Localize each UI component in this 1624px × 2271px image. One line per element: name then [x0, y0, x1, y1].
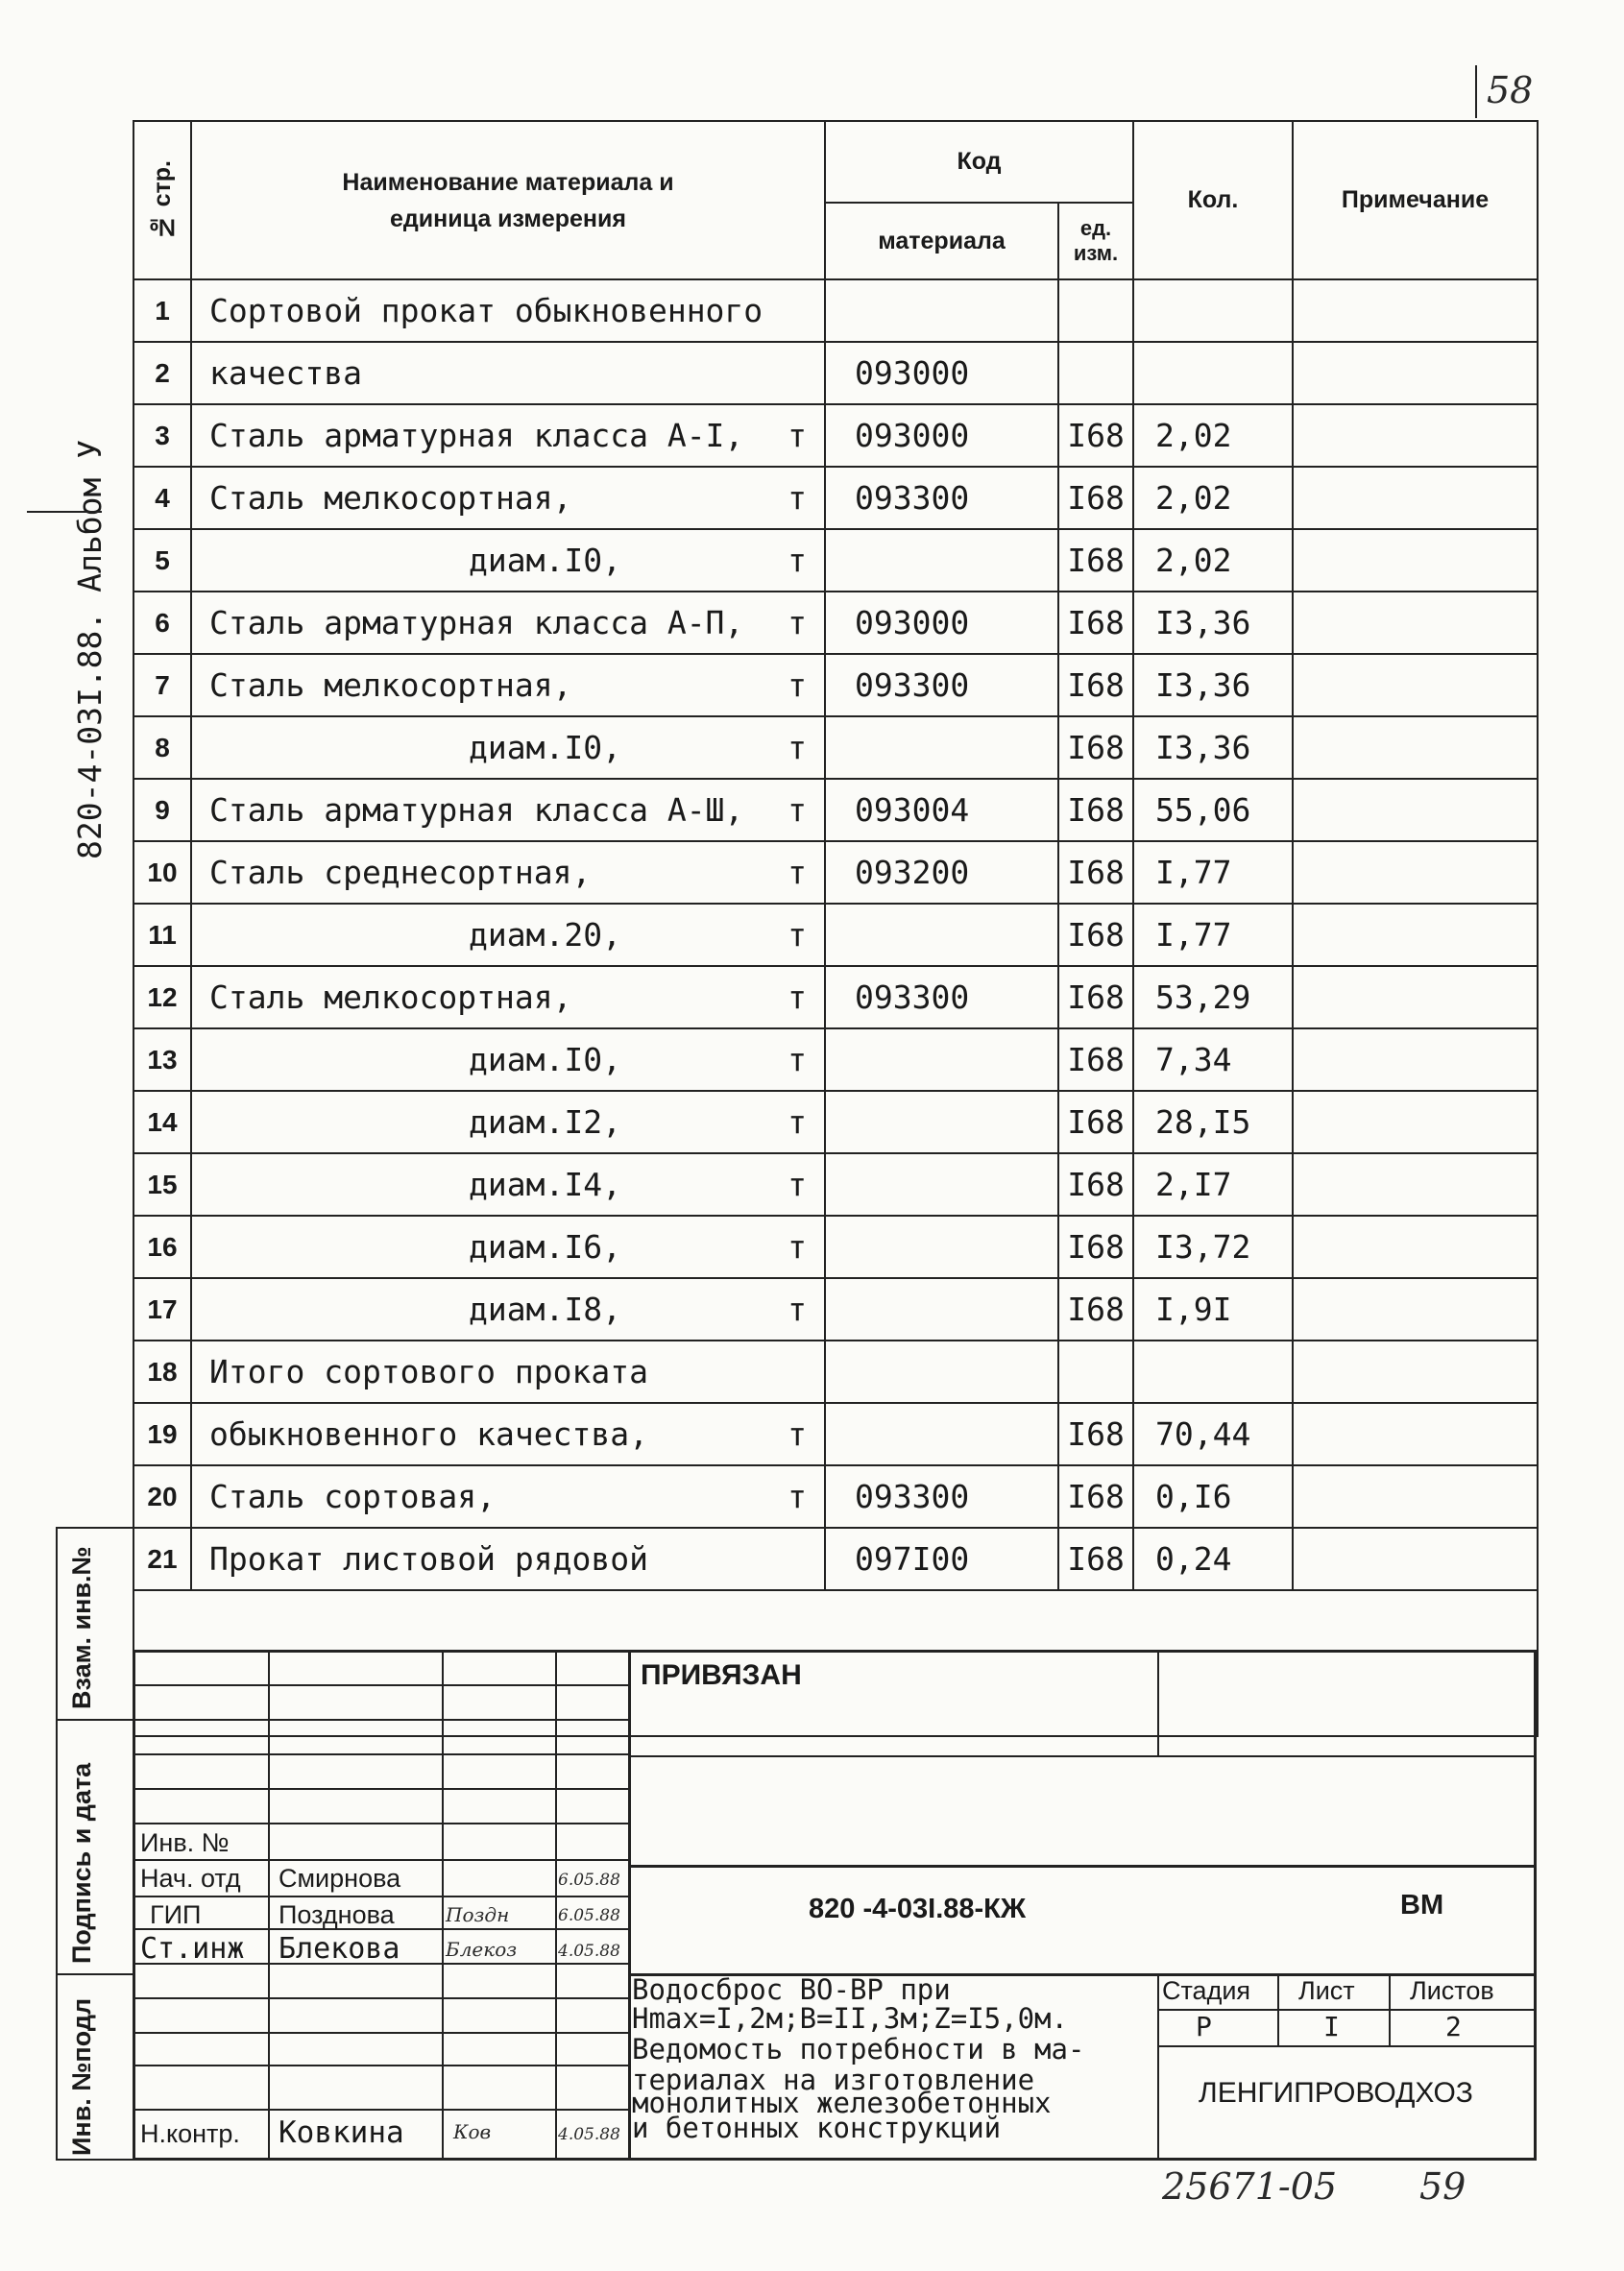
table-row [133, 1403, 1538, 1465]
side-h1 [56, 1719, 134, 1721]
header-qty: Кол. [1133, 121, 1293, 279]
row-qty: 0,24 [1133, 1528, 1293, 1590]
tb-h [133, 1684, 628, 1686]
sheet-value: I [1323, 2011, 1340, 2042]
row-code [825, 1403, 1058, 1465]
row-note [1293, 529, 1538, 592]
row-name-text: диам.I4, [469, 1166, 621, 1203]
row-unit-symbol: т [788, 978, 807, 1016]
row-unit-symbol: т [788, 666, 807, 704]
row-unit: I68 [1058, 467, 1133, 529]
row-qty: 70,44 [1133, 1403, 1293, 1465]
row-code [825, 904, 1058, 966]
row-note [1293, 342, 1538, 404]
row-unit-symbol: т [788, 1478, 807, 1515]
row-code: 093004 [825, 779, 1058, 841]
table-row [133, 592, 1538, 654]
row-number: 4 [133, 467, 191, 529]
row-name-text: диам.I8, [469, 1291, 621, 1328]
row-name [191, 467, 825, 529]
row-name-text: качества [209, 354, 362, 392]
row-number: 20 [133, 1465, 191, 1528]
row-qty: 7,34 [1133, 1028, 1293, 1091]
row-code: 093300 [825, 966, 1058, 1028]
row-unit-symbol: т [788, 729, 807, 766]
row-name-text: диам.I2, [469, 1103, 621, 1141]
table-row [133, 1465, 1538, 1528]
table-row [133, 654, 1538, 716]
table-row [133, 1153, 1538, 1216]
row-name [191, 529, 825, 592]
tb-right-h1 [628, 1755, 1537, 1757]
row-unit: I68 [1058, 1216, 1133, 1278]
row-name-text: Прокат листовой рядовой [209, 1540, 648, 1578]
tb-v2 [442, 1650, 444, 2161]
row-qty: I3,36 [1133, 716, 1293, 779]
row-unit-symbol: т [788, 1415, 807, 1453]
row-qty: I3,36 [1133, 592, 1293, 654]
row-unit-symbol: т [788, 791, 807, 829]
row-name [191, 1341, 825, 1403]
row-code [825, 1153, 1058, 1216]
row-unit: I68 [1058, 1028, 1133, 1091]
row-unit: I68 [1058, 592, 1133, 654]
row-unit: I68 [1058, 1278, 1133, 1341]
stage-v1 [1157, 1973, 1159, 2161]
row-note [1293, 592, 1538, 654]
tb-v3 [555, 1650, 557, 2161]
row-unit-symbol: т [788, 417, 807, 454]
row-code: 093300 [825, 654, 1058, 716]
description-line: Ведомость потребности в ма- [632, 2033, 1085, 2066]
row-name-text: диам.I6, [469, 1228, 621, 1266]
row-note [1293, 1465, 1538, 1528]
signer-name: Позднова [279, 1900, 395, 1929]
row-note [1293, 1153, 1538, 1216]
row-unit: I68 [1058, 1465, 1133, 1528]
row-code [825, 1278, 1058, 1341]
row-qty: I,77 [1133, 904, 1293, 966]
tb-right-h2 [628, 1865, 1537, 1868]
side-h2 [56, 1973, 134, 1975]
row-number: 11 [133, 904, 191, 966]
row-number: 6 [133, 592, 191, 654]
row-unit: I68 [1058, 779, 1133, 841]
side-vzam: Взам. инв.№ [67, 1546, 96, 1709]
description-line: териалах на изготовление [632, 2064, 1035, 2096]
row-unit: I68 [1058, 529, 1133, 592]
stage-h2 [1157, 2045, 1537, 2047]
inv-no-label: Инв. № [140, 1828, 230, 1857]
row-qty [1133, 1341, 1293, 1403]
row-name [191, 592, 825, 654]
table-row [133, 529, 1538, 592]
header-name: Наименование материала и единица измерения [191, 121, 825, 279]
footer-number: 25671-05 [1162, 2165, 1338, 2208]
description-line: Hmax=I,2м;В=II,3м;Z=I5,0м. [632, 2002, 1068, 2035]
row-note [1293, 467, 1538, 529]
row-number: 10 [133, 841, 191, 904]
row-qty: I,9I [1133, 1278, 1293, 1341]
row-name [191, 1403, 825, 1465]
row-qty: 2,02 [1133, 467, 1293, 529]
row-unit: I68 [1058, 1403, 1133, 1465]
row-unit: I68 [1058, 1091, 1133, 1153]
table-row [133, 404, 1538, 467]
row-name-text: диам.I0, [469, 542, 621, 579]
tb-h [133, 1859, 628, 1861]
row-code: 093300 [825, 467, 1058, 529]
row-code: 093000 [825, 592, 1058, 654]
signer-sign: Блекоз [446, 1938, 518, 1961]
table-row [133, 1028, 1538, 1091]
side-podpis: Подпись и дата [67, 1762, 96, 1964]
row-unit: I68 [1058, 841, 1133, 904]
row-note [1293, 279, 1538, 342]
row-unit: I68 [1058, 716, 1133, 779]
row-number: 3 [133, 404, 191, 467]
footer-page: 59 [1419, 2165, 1466, 2208]
side-album-label: 820-4-03I.88. Альбом У [71, 439, 109, 859]
row-note [1293, 1528, 1538, 1590]
row-name-text: Сталь арматурная класса А-Ш, [209, 791, 744, 829]
header-code-material: материала [825, 203, 1058, 279]
row-unit-symbol: т [788, 1291, 807, 1328]
row-number: 16 [133, 1216, 191, 1278]
row-unit-symbol: т [788, 916, 807, 954]
row-code: 093000 [825, 342, 1058, 404]
row-note [1293, 1278, 1538, 1341]
signer-name: Смирнова [279, 1864, 401, 1893]
row-code: 093000 [825, 404, 1058, 467]
signer-name: Ковкина [279, 2115, 404, 2150]
row-unit [1058, 342, 1133, 404]
stage-value: Р [1196, 2011, 1212, 2042]
tb-h [133, 2032, 628, 2034]
row-number: 21 [133, 1528, 191, 1590]
row-name [191, 1028, 825, 1091]
row-number: 1 [133, 279, 191, 342]
table-row [133, 467, 1538, 529]
row-unit-symbol: т [788, 854, 807, 891]
tb-v4 [628, 1650, 631, 2161]
row-qty: 53,29 [1133, 966, 1293, 1028]
row-unit-symbol: т [788, 604, 807, 641]
row-qty: 0,I6 [1133, 1465, 1293, 1528]
tb-h [133, 1896, 628, 1897]
privyazan-divider [1157, 1650, 1159, 1755]
row-name-text: Сталь мелкосортная, [209, 978, 572, 1016]
row-name [191, 1528, 825, 1590]
row-unit-symbol: т [788, 1103, 807, 1141]
row-unit: I68 [1058, 904, 1133, 966]
row-name [191, 904, 825, 966]
header-code-unit: ед. изм. [1058, 203, 1133, 279]
row-number: 9 [133, 779, 191, 841]
doc-mark: ВМ [1400, 1890, 1444, 1921]
row-unit: I68 [1058, 1528, 1133, 1590]
row-qty [1133, 279, 1293, 342]
signer-date: 4.05.88 [558, 2125, 620, 2144]
signer-role: Нач. отд [140, 1864, 241, 1893]
table-row [133, 1216, 1538, 1278]
row-code [825, 1028, 1058, 1091]
row-number: 8 [133, 716, 191, 779]
row-note [1293, 1216, 1538, 1278]
row-qty: 2,I7 [1133, 1153, 1293, 1216]
table-row [133, 966, 1538, 1028]
row-qty: I3,72 [1133, 1216, 1293, 1278]
row-name [191, 1091, 825, 1153]
row-qty: 28,I5 [1133, 1091, 1293, 1153]
row-note [1293, 841, 1538, 904]
signer-sign: Ков [453, 2120, 492, 2143]
row-qty [1133, 342, 1293, 404]
header-note: Примечание [1293, 121, 1538, 279]
row-name-text: Сталь арматурная класса А-П, [209, 604, 744, 641]
row-note [1293, 966, 1538, 1028]
row-number: 18 [133, 1341, 191, 1403]
row-name-text: Сортовой прокат обыкновенного [209, 292, 764, 329]
row-note [1293, 1341, 1538, 1403]
signer-date: 6.05.88 [558, 1906, 620, 1925]
materials-table [133, 120, 1539, 1737]
row-qty: I,77 [1133, 841, 1293, 904]
row-name [191, 966, 825, 1028]
row-qty: 2,02 [1133, 529, 1293, 592]
row-number: 17 [133, 1278, 191, 1341]
row-name-text: Сталь арматурная класса А-I, [209, 417, 744, 454]
row-name [191, 1216, 825, 1278]
row-name [191, 1465, 825, 1528]
tb-v1 [268, 1650, 270, 2161]
sheets-value: 2 [1445, 2011, 1462, 2042]
row-qty: I3,36 [1133, 654, 1293, 716]
row-code [825, 529, 1058, 592]
row-qty: 2,02 [1133, 404, 1293, 467]
signer-date: 4.05.88 [558, 1942, 620, 1961]
table-row [133, 1278, 1538, 1341]
row-number: 19 [133, 1403, 191, 1465]
table-row [133, 1528, 1538, 1590]
table-row [133, 1341, 1538, 1403]
row-name-text: обыкновенного качества, [209, 1415, 648, 1453]
row-code: 097I00 [825, 1528, 1058, 1590]
row-name-text: Сталь среднесортная, [209, 854, 592, 891]
row-name [191, 342, 825, 404]
description-line: Водосброс ВО-ВР при [632, 1973, 951, 2006]
row-name [191, 841, 825, 904]
sheets-label: Листов [1410, 1976, 1494, 2005]
tb-h [133, 1753, 628, 1755]
row-unit-symbol: т [788, 1041, 807, 1078]
table-row [133, 279, 1538, 342]
row-code: 093300 [825, 1465, 1058, 1528]
row-note [1293, 779, 1538, 841]
row-name-text: Сталь сортовая, [209, 1478, 497, 1515]
row-number: 15 [133, 1153, 191, 1216]
row-unit-symbol: т [788, 542, 807, 579]
tb-h [133, 2065, 628, 2066]
tb-h [133, 1788, 628, 1790]
row-code [825, 1341, 1058, 1403]
row-note [1293, 1403, 1538, 1465]
row-unit [1058, 1341, 1133, 1403]
row-name [191, 1153, 825, 1216]
row-code [825, 1216, 1058, 1278]
signer-role: ГИП [150, 1900, 202, 1929]
row-name-text: Сталь мелкосортная, [209, 479, 572, 517]
tb-h [133, 2109, 628, 2111]
row-name [191, 279, 825, 342]
row-name-text: Итого сортового проката [209, 1353, 648, 1390]
stage-h1 [1157, 2009, 1537, 2011]
sheet-label: Лист [1298, 1976, 1355, 2005]
row-unit [1058, 279, 1133, 342]
side-inv-podl: Инв. №подл [67, 1997, 96, 2156]
table-row [133, 1091, 1538, 1153]
row-number: 13 [133, 1028, 191, 1091]
row-name [191, 1278, 825, 1341]
row-code [825, 279, 1058, 342]
row-note [1293, 404, 1538, 467]
page-mark-tick [1475, 65, 1477, 118]
tb-h [133, 1823, 628, 1824]
signer-role: Н.контр. [140, 2119, 240, 2148]
signer-sign: Поздн [446, 1903, 510, 1926]
row-name-text: диам.I0, [469, 729, 621, 766]
tb-h [133, 1719, 628, 1721]
row-number: 12 [133, 966, 191, 1028]
row-name-text: Сталь мелкосортная, [209, 666, 572, 704]
organization: ЛЕНГИПРОВОДХОЗ [1199, 2077, 1473, 2109]
stage-label: Стадия [1162, 1976, 1251, 2005]
row-name [191, 404, 825, 467]
row-unit-symbol: т [788, 1166, 807, 1203]
row-code [825, 716, 1058, 779]
row-name [191, 654, 825, 716]
row-note [1293, 654, 1538, 716]
row-unit-symbol: т [788, 1228, 807, 1266]
row-number: 7 [133, 654, 191, 716]
row-qty: 55,06 [1133, 779, 1293, 841]
row-code [825, 1091, 1058, 1153]
row-number: 14 [133, 1091, 191, 1153]
table-row [133, 342, 1538, 404]
row-code: 093200 [825, 841, 1058, 904]
table-row [133, 841, 1538, 904]
table-row [133, 779, 1538, 841]
signer-name: Блекова [279, 1932, 400, 1966]
row-name [191, 779, 825, 841]
header-row-no: № стр. [133, 121, 191, 279]
row-name [191, 716, 825, 779]
tb-h [133, 1997, 628, 1999]
row-note [1293, 716, 1538, 779]
description-line: и бетонных конструкций [632, 2112, 1002, 2144]
row-unit: I68 [1058, 1153, 1133, 1216]
row-note [1293, 1028, 1538, 1091]
privyazan-label: ПРИВЯЗАН [641, 1659, 802, 1691]
row-unit: I68 [1058, 404, 1133, 467]
row-note [1293, 1091, 1538, 1153]
row-unit: I68 [1058, 966, 1133, 1028]
row-note [1293, 904, 1538, 966]
row-unit: I68 [1058, 654, 1133, 716]
description-line: монолитных железобетонных [632, 2087, 1052, 2119]
signer-role: Ст.инж [140, 1932, 245, 1966]
page-mark: 58 [1487, 69, 1534, 111]
signer-date: 6.05.88 [558, 1871, 620, 1890]
row-unit-symbol: т [788, 479, 807, 517]
row-name-text: диам.I0, [469, 1041, 621, 1078]
table-row [133, 716, 1538, 779]
header-code-group: Код [825, 121, 1133, 203]
row-number: 2 [133, 342, 191, 404]
row-number: 5 [133, 529, 191, 592]
table-row [133, 904, 1538, 966]
side-tick [27, 511, 102, 513]
doc-code: 820 -4-03I.88-КЖ [809, 1894, 1027, 1924]
row-name-text: диам.20, [469, 916, 621, 954]
